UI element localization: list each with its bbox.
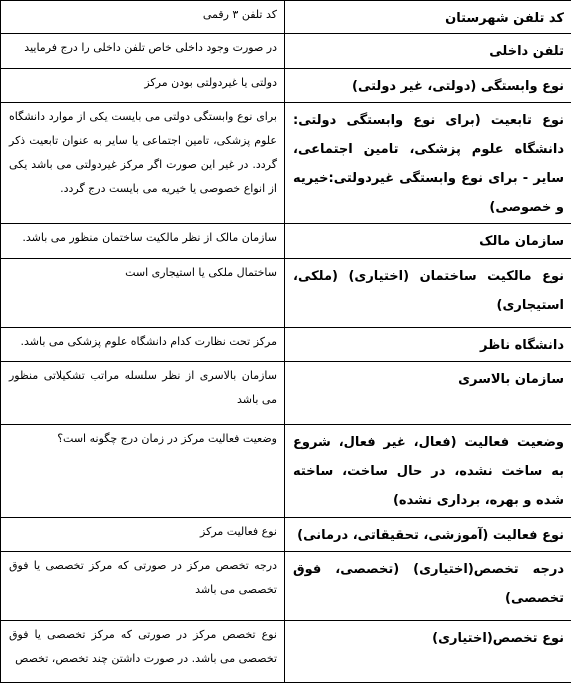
field-name-cell: سازمان مالک — [285, 224, 571, 259]
field-name-cell: نوع وابستگی (دولتی، غیر دولتی) — [285, 69, 571, 103]
field-description-cell: مرکز تحت نظارت کدام دانشگاه علوم پزشکی می باشد. — [1, 328, 285, 362]
table-row — [1, 425, 571, 518]
field-description-cell: در صورت وجود داخلی خاص تلفن داخلی را درج فرمایید — [1, 34, 285, 69]
field-name-cell: کد تلفن شهرستان — [285, 1, 571, 34]
field-name-cell: نوع تخصص(اختیاری) — [285, 621, 571, 683]
field-description-cell: سازمان مالک از نظر مالکیت ساختمان منظور می باشد. — [1, 224, 285, 259]
field-name-cell: وضعیت فعالیت (فعال، غیر فعال، شروع به ساخت نشده، در حال ساخت، ساخته شده و بهره، برداری نشده) — [285, 425, 571, 518]
field-name-cell: دانشگاه ناظر — [285, 328, 571, 362]
table-row — [1, 328, 571, 362]
field-description-cell: نوع تخصص مرکز در صورتی که مرکز تخصصی یا فوق تخصصی می باشد. در صورت داشتن چند تخصص، تخصص — [1, 621, 285, 683]
table-row — [1, 69, 571, 103]
field-name-cell: نوع تابعیت (برای نوع وابستگی دولتی: دانشگاه علوم پزشکی، تامین اجتماعی، سایر - برای نوع وابستگی غیردولتی:خیریه و خصوصی) — [285, 103, 571, 224]
field-name-cell: تلفن داخلی — [285, 34, 571, 69]
field-description-cell: برای نوع وابستگی دولتی می بایست یکی از موارد دانشگاه علوم پزشکی، تامین اجتماعی یا سایر به عنوان تابعیت ذکر گردد. در غیر این صورت اگر مرکز غیردولتی می باشد یکی از انواع خصوصی یا خیریه می بایست درج گردد. — [1, 103, 285, 224]
table-row — [1, 103, 571, 224]
table-row — [1, 259, 571, 328]
field-description-cell: نوع فعالیت مرکز — [1, 518, 285, 552]
field-name-cell: نوع مالکیت ساختمان (اختیاری) (ملکی، استیجاری) — [285, 259, 571, 328]
field-name-cell: نوع فعالیت (آموزشی، تحقیقاتی، درمانی) — [285, 518, 571, 552]
field-name-cell: سازمان بالاسری — [285, 362, 571, 425]
field-name-cell: درجه تخصص(اختیاری) (تخصصی، فوق تخصصی) — [285, 552, 571, 621]
table-row — [1, 621, 571, 683]
field-description-cell: کد تلفن ۳ رقمی — [1, 1, 285, 34]
field-description-cell: درجه تخصص مرکز در صورتی که مرکز تخصصی یا فوق تخصصی می باشد — [1, 552, 285, 621]
table-row — [1, 518, 571, 552]
table-row — [1, 34, 571, 69]
field-description-cell: دولتی یا غیردولتی بودن مرکز — [1, 69, 285, 103]
field-description-cell: سازمان بالاسری از نظر سلسله مراتب تشکیلاتی منظور می باشد — [1, 362, 285, 425]
table-row — [1, 362, 571, 425]
field-description-cell: ساختمال ملکی یا استیجاری است — [1, 259, 285, 328]
table-row — [1, 1, 571, 34]
table-row — [1, 552, 571, 621]
table-row — [1, 224, 571, 259]
field-description-cell: وضعیت فعالیت مرکز در زمان درج چگونه است؟ — [1, 425, 285, 518]
